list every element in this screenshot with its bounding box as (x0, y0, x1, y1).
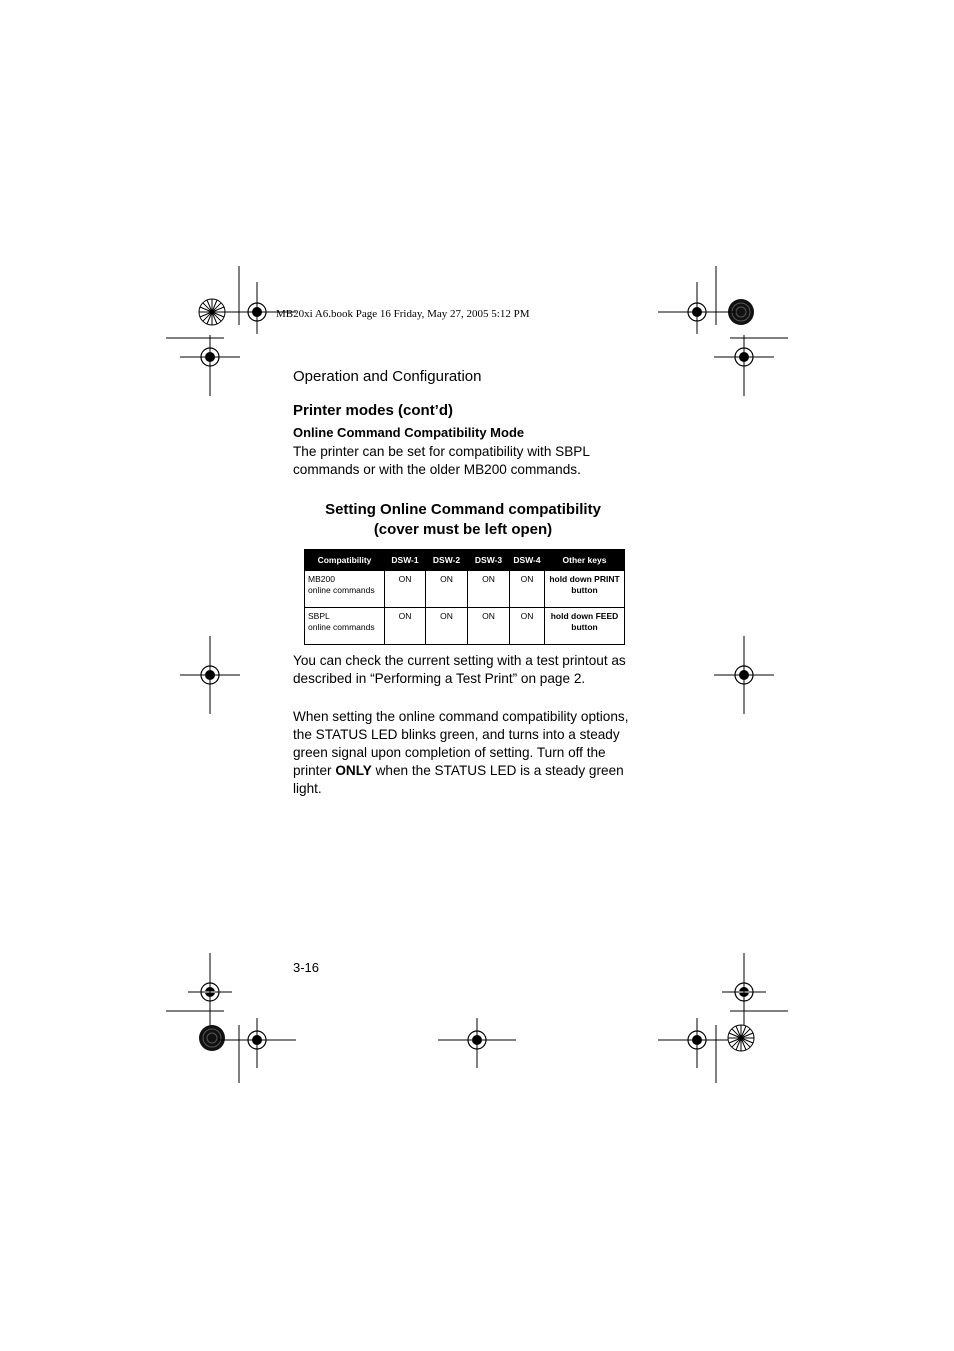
dsw4-cell: ON (510, 608, 545, 645)
compatibility-table (304, 549, 625, 645)
table-header: DSW-2 (426, 550, 468, 571)
table-header: DSW-4 (510, 550, 545, 571)
dsw4-cell: ON (510, 571, 545, 608)
compat-desc: online commands (308, 585, 375, 595)
dsw1-cell: ON (385, 608, 426, 645)
table-header: DSW-1 (385, 550, 426, 571)
led-text-part2: when the STATUS LED is a steady green light. (293, 763, 624, 796)
dsw1-cell: ON (385, 571, 426, 608)
dsw3-cell: ON (468, 571, 510, 608)
table-title-line1: Setting Online Command compatibility (325, 501, 601, 518)
table-row (305, 608, 625, 645)
table-row (305, 571, 625, 608)
other-keys-cell (545, 608, 625, 645)
other-keys-cell (545, 571, 625, 608)
led-paragraph (293, 708, 638, 798)
section-title: Operation and Configuration (293, 368, 482, 385)
other-keys-line1: hold down PRINT (549, 574, 620, 584)
table-title-line2: (cover must be left open) (373, 520, 553, 538)
other-keys-line2: button (571, 585, 598, 595)
led-text-part1: When setting the online command compatibility options, the STATUS LED blinks green, and turns into a steady green signal upon completion of setting. Turn off the printer (293, 709, 629, 778)
led-text-bold: ONLY (335, 763, 372, 778)
dsw2-cell: ON (426, 571, 468, 608)
book-slug: MB20xi A6.book Page 16 Friday, May 27, 2005 5:12 PM (276, 308, 530, 320)
table-header: Compatibility (305, 550, 385, 571)
table-header-row (305, 550, 625, 571)
dsw3-cell: ON (468, 608, 510, 645)
check-paragraph: You can check the current setting with a test printout as described in “Performing a Test Print” on page 2. (293, 653, 626, 686)
page-heading: Printer modes (cont’d) (293, 402, 454, 419)
compat-cell (305, 571, 385, 608)
compat-desc: online commands (308, 622, 375, 632)
table-title (293, 500, 633, 539)
compat-name: MB200 (308, 574, 335, 584)
subheading: Online Command Compatibility Mode (293, 425, 525, 440)
dsw2-cell: ON (426, 608, 468, 645)
other-keys-line2: button (571, 622, 598, 632)
table-header: DSW-3 (468, 550, 510, 571)
intro-paragraph: The printer can be set for compatibility with SBPL commands or with the older MB200 commands. (293, 444, 590, 477)
table-header: Other keys (545, 550, 625, 571)
other-keys-line1: hold down FEED (550, 611, 619, 621)
page-number: 3-16 (293, 960, 320, 975)
compat-cell (305, 608, 385, 645)
compat-name: SBPL (308, 611, 330, 621)
